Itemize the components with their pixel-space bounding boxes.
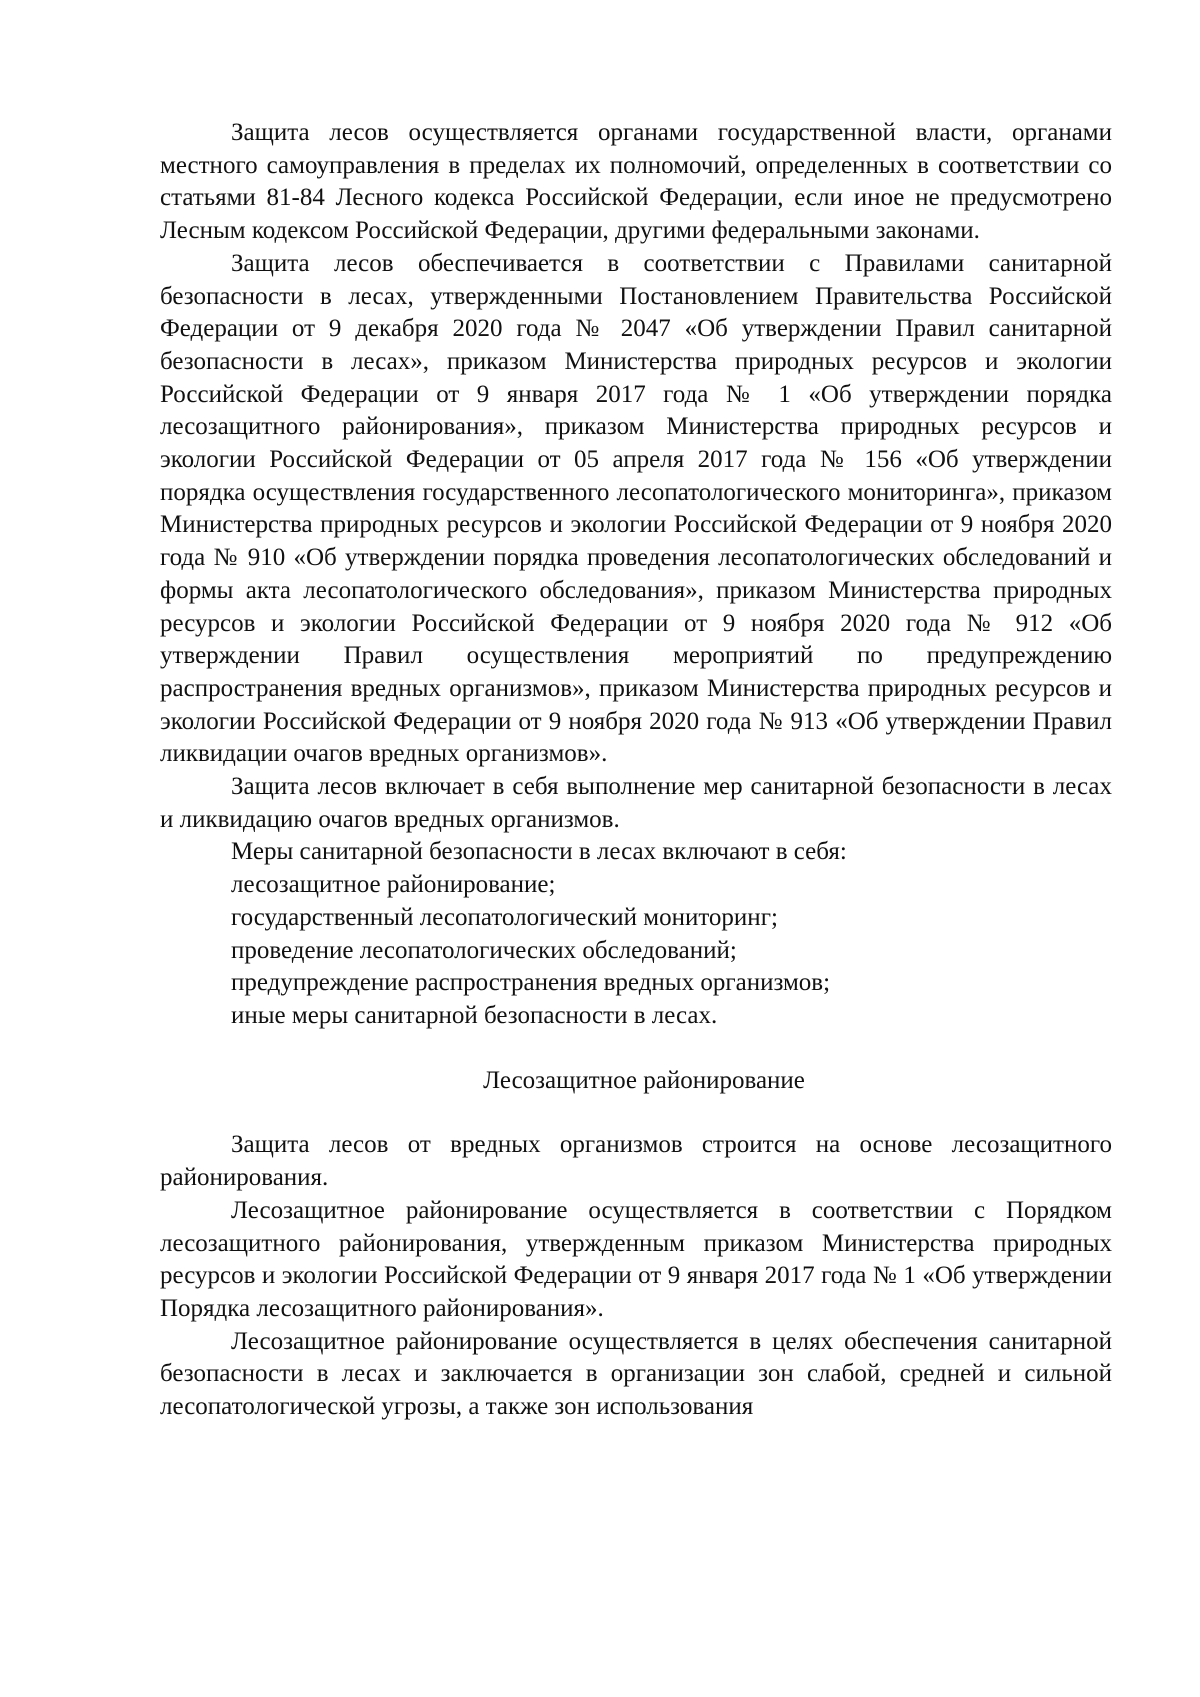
paragraph-sanitary-safety-regulations: Защита лесов обеспечивается в соответствии с Правилами санитарной безопасности в лесах, утвержденными Постановлением Правительства Российской Федерации от 9 декабря 2020 года № 2047 «Об утверждении Правил санитарной безопасности в лесах», приказом Министерства природных ресурсов и экологии Российской Федерации от 9 января 2017 года № 1 «Об утверждении порядка лесозащитного районирования», приказом Министерства природных ресурсов и экологии Российской Федерации от 05 апреля 2017 года № 156 «Об утверждении порядка осуществления государственного лесопатологического мониторинга», приказом Министерства природных ресурсов и экологии Российской Федерации от 9 ноября 2020 года № 910 «Об утверждении порядка проведения лесопатологических обследований и формы акта лесопатологического обследования», приказом Министерства природных ресурсов и экологии Российской Федерации от 9 ноября 2020 года № 912 «Об утверждении Правил осуществления мероприятий по предупреждению распространения вредных организмов», приказом Министерства природных ресурсов и экологии Российской Федерации от 9 ноября 2020 года № 913 «Об утверждении Правил ликвидации очагов вредных организмов». — [160, 249, 1112, 768]
list-item: государственный лесопатологический мониторинг; — [231, 903, 778, 931]
list-item: проведение лесопатологических обследований; — [231, 936, 737, 964]
list-item: иные меры санитарной безопасности в лесах. — [231, 1001, 718, 1029]
paragraph-forest-protection-authorities: Защита лесов осуществляется органами государственной власти, органами местного самоуправления в пределах их полномочий, определенных в соответствии со статьями 81-84 Лесного кодекса Российской Федерации, если иное не предусмотрено Лесным кодексом Российской Федерации, другими федеральными законами. — [160, 119, 1112, 245]
paragraph-protection-includes: Защита лесов включает в себя выполнение мер санитарной безопасности в лесах и ликвидацию очагов вредных организмов. — [160, 773, 1112, 833]
paragraph-zoning-purpose: Лесозащитное районирование осуществляется в целях обеспечения санитарной безопасности в лесах и заключается в организации зон слабой, средней и сильной лесопатологической угрозы, а также зон использования — [160, 1327, 1112, 1421]
paragraph-zoning-basis: Защита лесов от вредных организмов строится на основе лесозащитного районирования. — [160, 1131, 1112, 1192]
list-intro: Меры санитарной безопасности в лесах включают в себя: — [231, 838, 847, 866]
section-heading: Лесозащитное районирование — [483, 1066, 805, 1094]
list-item: предупреждение распространения вредных организмов; — [231, 969, 831, 997]
list-item: лесозащитное районирование; — [231, 871, 556, 899]
paragraph-zoning-order: Лесозащитное районирование осуществляется в соответствии с Порядком лесозащитного районирования, утвержденным приказом Министерства природных ресурсов и экологии Российской Федерации от 9 января 2017 года № 1 «Об утверждении Порядка лесозащитного районирования». — [160, 1196, 1112, 1322]
